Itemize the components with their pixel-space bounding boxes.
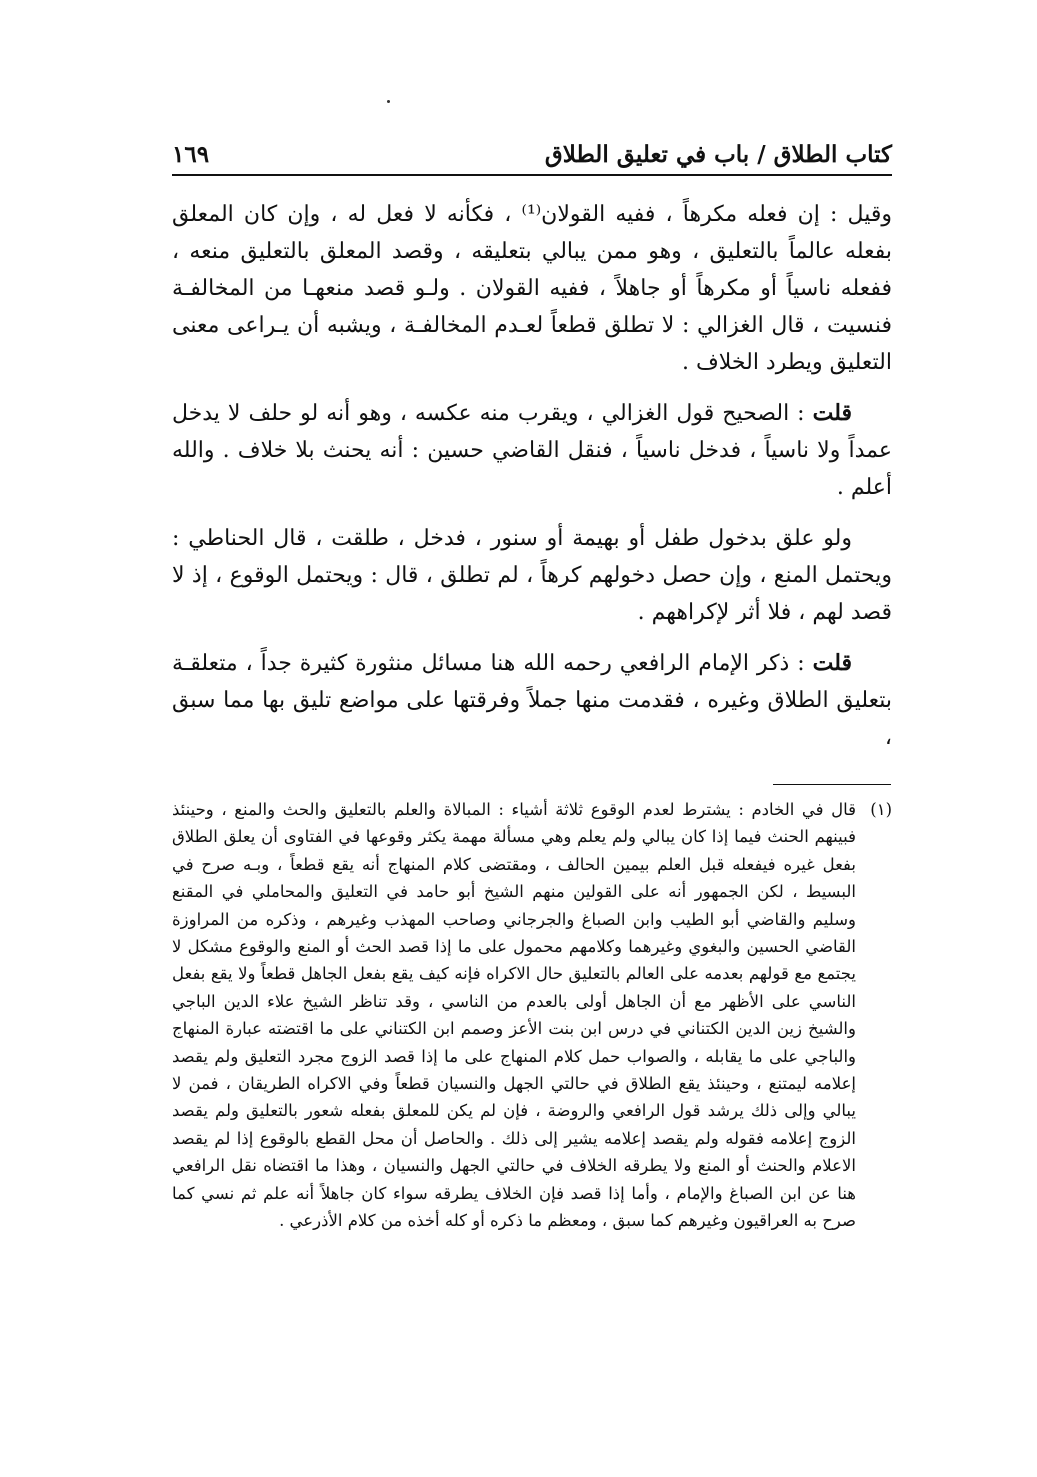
paragraph-text: وقيل : إن فعله مكرهاً ، ففيه القولان⁽¹⁾ ، فكأنه لا فعل له ، وإن كان المعلق بفعله عالماً بالتعليق ، وهو ممن يبالي بتعليقه ، وقصد المعلق بالتعليق منعه ، ففعله ناسياً أو مكرهاً أو جاهلاً ، ففيه القولان . ولـو قصد منعهـا من المخالفـة فنسيت ، قال الغزالي : لا تطلق قطعاً لعـدم المخالفـة ، ويشبه أن يـراعى معنى التعليق ويطرد الخلاف . [172, 202, 892, 375]
running-header [172, 128, 892, 168]
paragraph [172, 520, 892, 631]
footnote [172, 796, 892, 1235]
paragraph-text: : الصحيح قول الغزالي ، ويقرب منه عكسه ، وهو أنه لو حلف لا يدخل عمداً ولا ناسياً ، فدخل ناسياً ، فنقل القاضي حسين : أنه يحنث بلا خلاف . والله أعلم . [172, 401, 892, 500]
footnote-separator [773, 784, 891, 785]
page-number: ١٦٩ [172, 141, 210, 168]
paragraph-lead: قلت [812, 400, 852, 426]
footnote-text: قال في الخادم : يشترط لعدم الوقوع ثلاثة أشياء : المبالاة والعلم بالتعليق والحث والمنع ، وحينئذ فبينهم الحنث فيما إذا كان يبالي ولم يعلم وهي مسألة مهمة يكثر وقوعها في الفتاوى أن يعلق الطلاق بفعل غيره فيفعله قبل العلم بيمين الحالف ، ومقتضى كلام المنهاج أنه يقع قطعاً ، وبـه صرح في البسيط ، لكن الجمهور أنه على القولين منهم الشيخ أبو حامد في التعليق والمحاملي في المقنع وسليم والقاضي أبو الطيب وابن الصباغ والجرجاني وصاحب المهذب وغيرهم ، وذكره من المراوزة القاضي الحسين والبغوي وغيرهما وكلامهم محمول على ما إذا قصد الحث أو المنع والوقوع مشكل لا يجتمع مع قولهم بعدمه على العالم بالتعليق حال الاكراه فإنه كيف يقع بفعل الجاهل قطعاً ولا يقع بفعل الناسي على الأظهر مع أن الجاهل أولى بالعدم من الناسي ، وقد تناظر الشيخ علاء الدين الباجي والشيخ زين الدين الكتناني في درس ابن بنت الأعز وصمم ابن الكتناني على ما اقتضته عبارة المنهاج والباجي على ما يقابله ، والصواب حمل كلام المنهاج على ما إذا قصد الزوج مجرد التعليق ولم يقصد إعلامه ليمتنع ، وحينئذ يقع الطلاق في حالتي الجهل والنسيان قطعاً وفي الاكراه الطريقان ، فمن لا يبالي وإلى ذلك يرشد قول الرافعي والروضة ، فإن لم يكن للمعلق بفعله شعور بالتعليق ولم يقصد الزوج إعلامه فقوله ولم يقصد إعلامه يشير إلى ذلك . والحاصل أن محل القطع بالوقوع إذا لم يقصد الاعلام والحنث أو المنع ولا يطرقه الخلاف في حالتي الجهل والنسيان ، وهذا ما اقتضاه نقل الرافعي هنا عن ابن الصباغ والإمام ، وأما إذا قصد فإن الخلاف يطرقه سواء كان جاهلاً أنه علم ثم نسي كما صرح به العراقيون وغيرهم كما سبق ، ومعظم ما ذكره أو كله أخذه من كلام الأذرعي . [172, 800, 857, 1231]
running-title: كتاب الطلاق / باب في تعليق الطلاق [544, 141, 892, 168]
scan-speck [387, 100, 390, 103]
paragraph-text: : ذكر الإمام الرافعي رحمه الله هنا مسائل منثورة كثيرة جداً ، متعلقـة بتعليق الطلاق وغيره ، فقدمت منها جملاً وفرقتها على مواضع تليق بها مما سبق ، [172, 651, 892, 750]
paragraph [172, 645, 892, 756]
paragraph [172, 395, 892, 506]
main-text [172, 196, 892, 770]
paragraph-text: ولو علق بدخول طفل أو بهيمة أو سنور ، فدخل ، طلقت ، قال الحناطي : ويحتمل المنع ، وإن حصل دخولهم كرهاً ، لم تطلق ، قال : ويحتمل الوقوع ، إذ لا قصد لهم ، فلا أثر لإكراههم . [172, 526, 892, 625]
paragraph [172, 196, 892, 381]
paragraph-lead: قلت [812, 650, 853, 676]
footnote-marker: (١) [870, 800, 892, 819]
header-rule [172, 174, 892, 176]
footnote-paragraph [172, 796, 892, 1235]
